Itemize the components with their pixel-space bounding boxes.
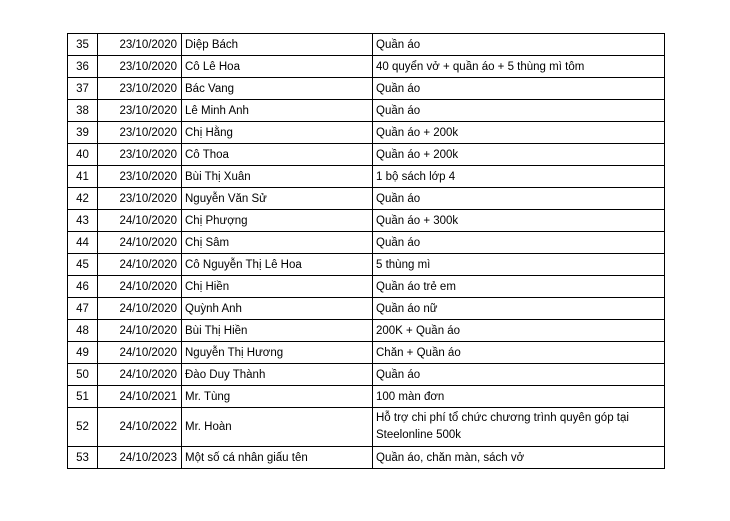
row-number: 46: [68, 276, 98, 298]
donation-date: 23/10/2020: [98, 144, 182, 166]
donor-name: Nguyễn Thị Hương: [182, 342, 373, 364]
table-row: [68, 232, 665, 254]
table-row: [68, 386, 665, 408]
table-row: [68, 100, 665, 122]
table-row: [68, 166, 665, 188]
donated-items: 1 bộ sách lớp 4: [373, 166, 665, 188]
table-row: [68, 408, 665, 447]
donated-items: 40 quyển vở + quần áo + 5 thùng mì tôm: [373, 56, 665, 78]
row-number: 49: [68, 342, 98, 364]
donation-date: 23/10/2020: [98, 188, 182, 210]
donated-items: Quần áo + 300k: [373, 210, 665, 232]
donor-name: Mr. Tùng: [182, 386, 373, 408]
row-number: 38: [68, 100, 98, 122]
row-number: 39: [68, 122, 98, 144]
row-number: 47: [68, 298, 98, 320]
row-number: 52: [68, 408, 98, 447]
table-row: [68, 34, 665, 56]
donation-date: 23/10/2020: [98, 56, 182, 78]
row-number: 53: [68, 447, 98, 469]
donor-name: Cô Lê Hoa: [182, 56, 373, 78]
table-row: [68, 188, 665, 210]
row-number: 35: [68, 34, 98, 56]
table-row: [68, 320, 665, 342]
donation-list-sheet: [67, 33, 664, 469]
donor-name: Nguyễn Văn Sử: [182, 188, 373, 210]
donor-name: Chị Hằng: [182, 122, 373, 144]
donor-name: Bùi Thị Xuân: [182, 166, 373, 188]
donor-name: Chị Phượng: [182, 210, 373, 232]
table-row: [68, 254, 665, 276]
row-number: 40: [68, 144, 98, 166]
donor-name: Đào Duy Thành: [182, 364, 373, 386]
donated-items: Quần áo: [373, 34, 665, 56]
donated-items: Quần áo: [373, 188, 665, 210]
donation-date: 24/10/2020: [98, 298, 182, 320]
donated-items: Quần áo: [373, 100, 665, 122]
donated-items: Quần áo, chăn màn, sách vở: [373, 447, 665, 469]
donor-name: Lê Minh Anh: [182, 100, 373, 122]
table-row: [68, 78, 665, 100]
row-number: 50: [68, 364, 98, 386]
donated-items: Quần áo + 200k: [373, 122, 665, 144]
row-number: 42: [68, 188, 98, 210]
row-number: 44: [68, 232, 98, 254]
donor-name: Chị Sâm: [182, 232, 373, 254]
table-row: [68, 144, 665, 166]
donation-date: 24/10/2020: [98, 254, 182, 276]
donated-items: Quần áo: [373, 232, 665, 254]
donor-name: Mr. Hoàn: [182, 408, 373, 447]
row-number: 43: [68, 210, 98, 232]
table-row: [68, 210, 665, 232]
donation-date: 24/10/2020: [98, 364, 182, 386]
table-row: [68, 447, 665, 469]
donation-date: 23/10/2020: [98, 34, 182, 56]
table-row: [68, 56, 665, 78]
donated-items: Quần áo nữ: [373, 298, 665, 320]
donor-name: Cô Nguyễn Thị Lê Hoa: [182, 254, 373, 276]
table-row: [68, 342, 665, 364]
donation-date: 23/10/2020: [98, 78, 182, 100]
table-row: [68, 122, 665, 144]
donated-items: Quần áo: [373, 78, 665, 100]
donated-items: Hỗ trợ chi phí tổ chức chương trình quyên góp tại Steelonline 500k: [373, 408, 665, 447]
donor-name: Bùi Thị Hiền: [182, 320, 373, 342]
donated-items: Quần áo: [373, 364, 665, 386]
donation-date: 23/10/2020: [98, 122, 182, 144]
donation-date: 24/10/2020: [98, 232, 182, 254]
table-row: [68, 298, 665, 320]
row-number: 51: [68, 386, 98, 408]
donor-name: Bác Vang: [182, 78, 373, 100]
donor-name: Diệp Bách: [182, 34, 373, 56]
donated-items: Chăn + Quần áo: [373, 342, 665, 364]
donation-date: 24/10/2020: [98, 210, 182, 232]
donation-date: 24/10/2021: [98, 386, 182, 408]
donation-date: 24/10/2020: [98, 342, 182, 364]
donor-name: Quỳnh Anh: [182, 298, 373, 320]
donor-name: Cô Thoa: [182, 144, 373, 166]
donated-items: 100 màn đơn: [373, 386, 665, 408]
donation-date: 24/10/2023: [98, 447, 182, 469]
donated-items: Quần áo + 200k: [373, 144, 665, 166]
row-number: 36: [68, 56, 98, 78]
donation-date: 24/10/2020: [98, 276, 182, 298]
donation-date: 24/10/2020: [98, 320, 182, 342]
row-number: 45: [68, 254, 98, 276]
table-row: [68, 364, 665, 386]
donation-table: [67, 33, 665, 469]
donation-table-body: [68, 34, 665, 469]
table-row: [68, 276, 665, 298]
donated-items: Quần áo trẻ em: [373, 276, 665, 298]
donated-items: 200K + Quần áo: [373, 320, 665, 342]
donation-date: 24/10/2022: [98, 408, 182, 447]
donor-name: Chị Hiền: [182, 276, 373, 298]
row-number: 37: [68, 78, 98, 100]
donation-date: 23/10/2020: [98, 100, 182, 122]
donated-items: 5 thùng mì: [373, 254, 665, 276]
row-number: 48: [68, 320, 98, 342]
donor-name: Một số cá nhân giấu tên: [182, 447, 373, 469]
row-number: 41: [68, 166, 98, 188]
donation-date: 23/10/2020: [98, 166, 182, 188]
